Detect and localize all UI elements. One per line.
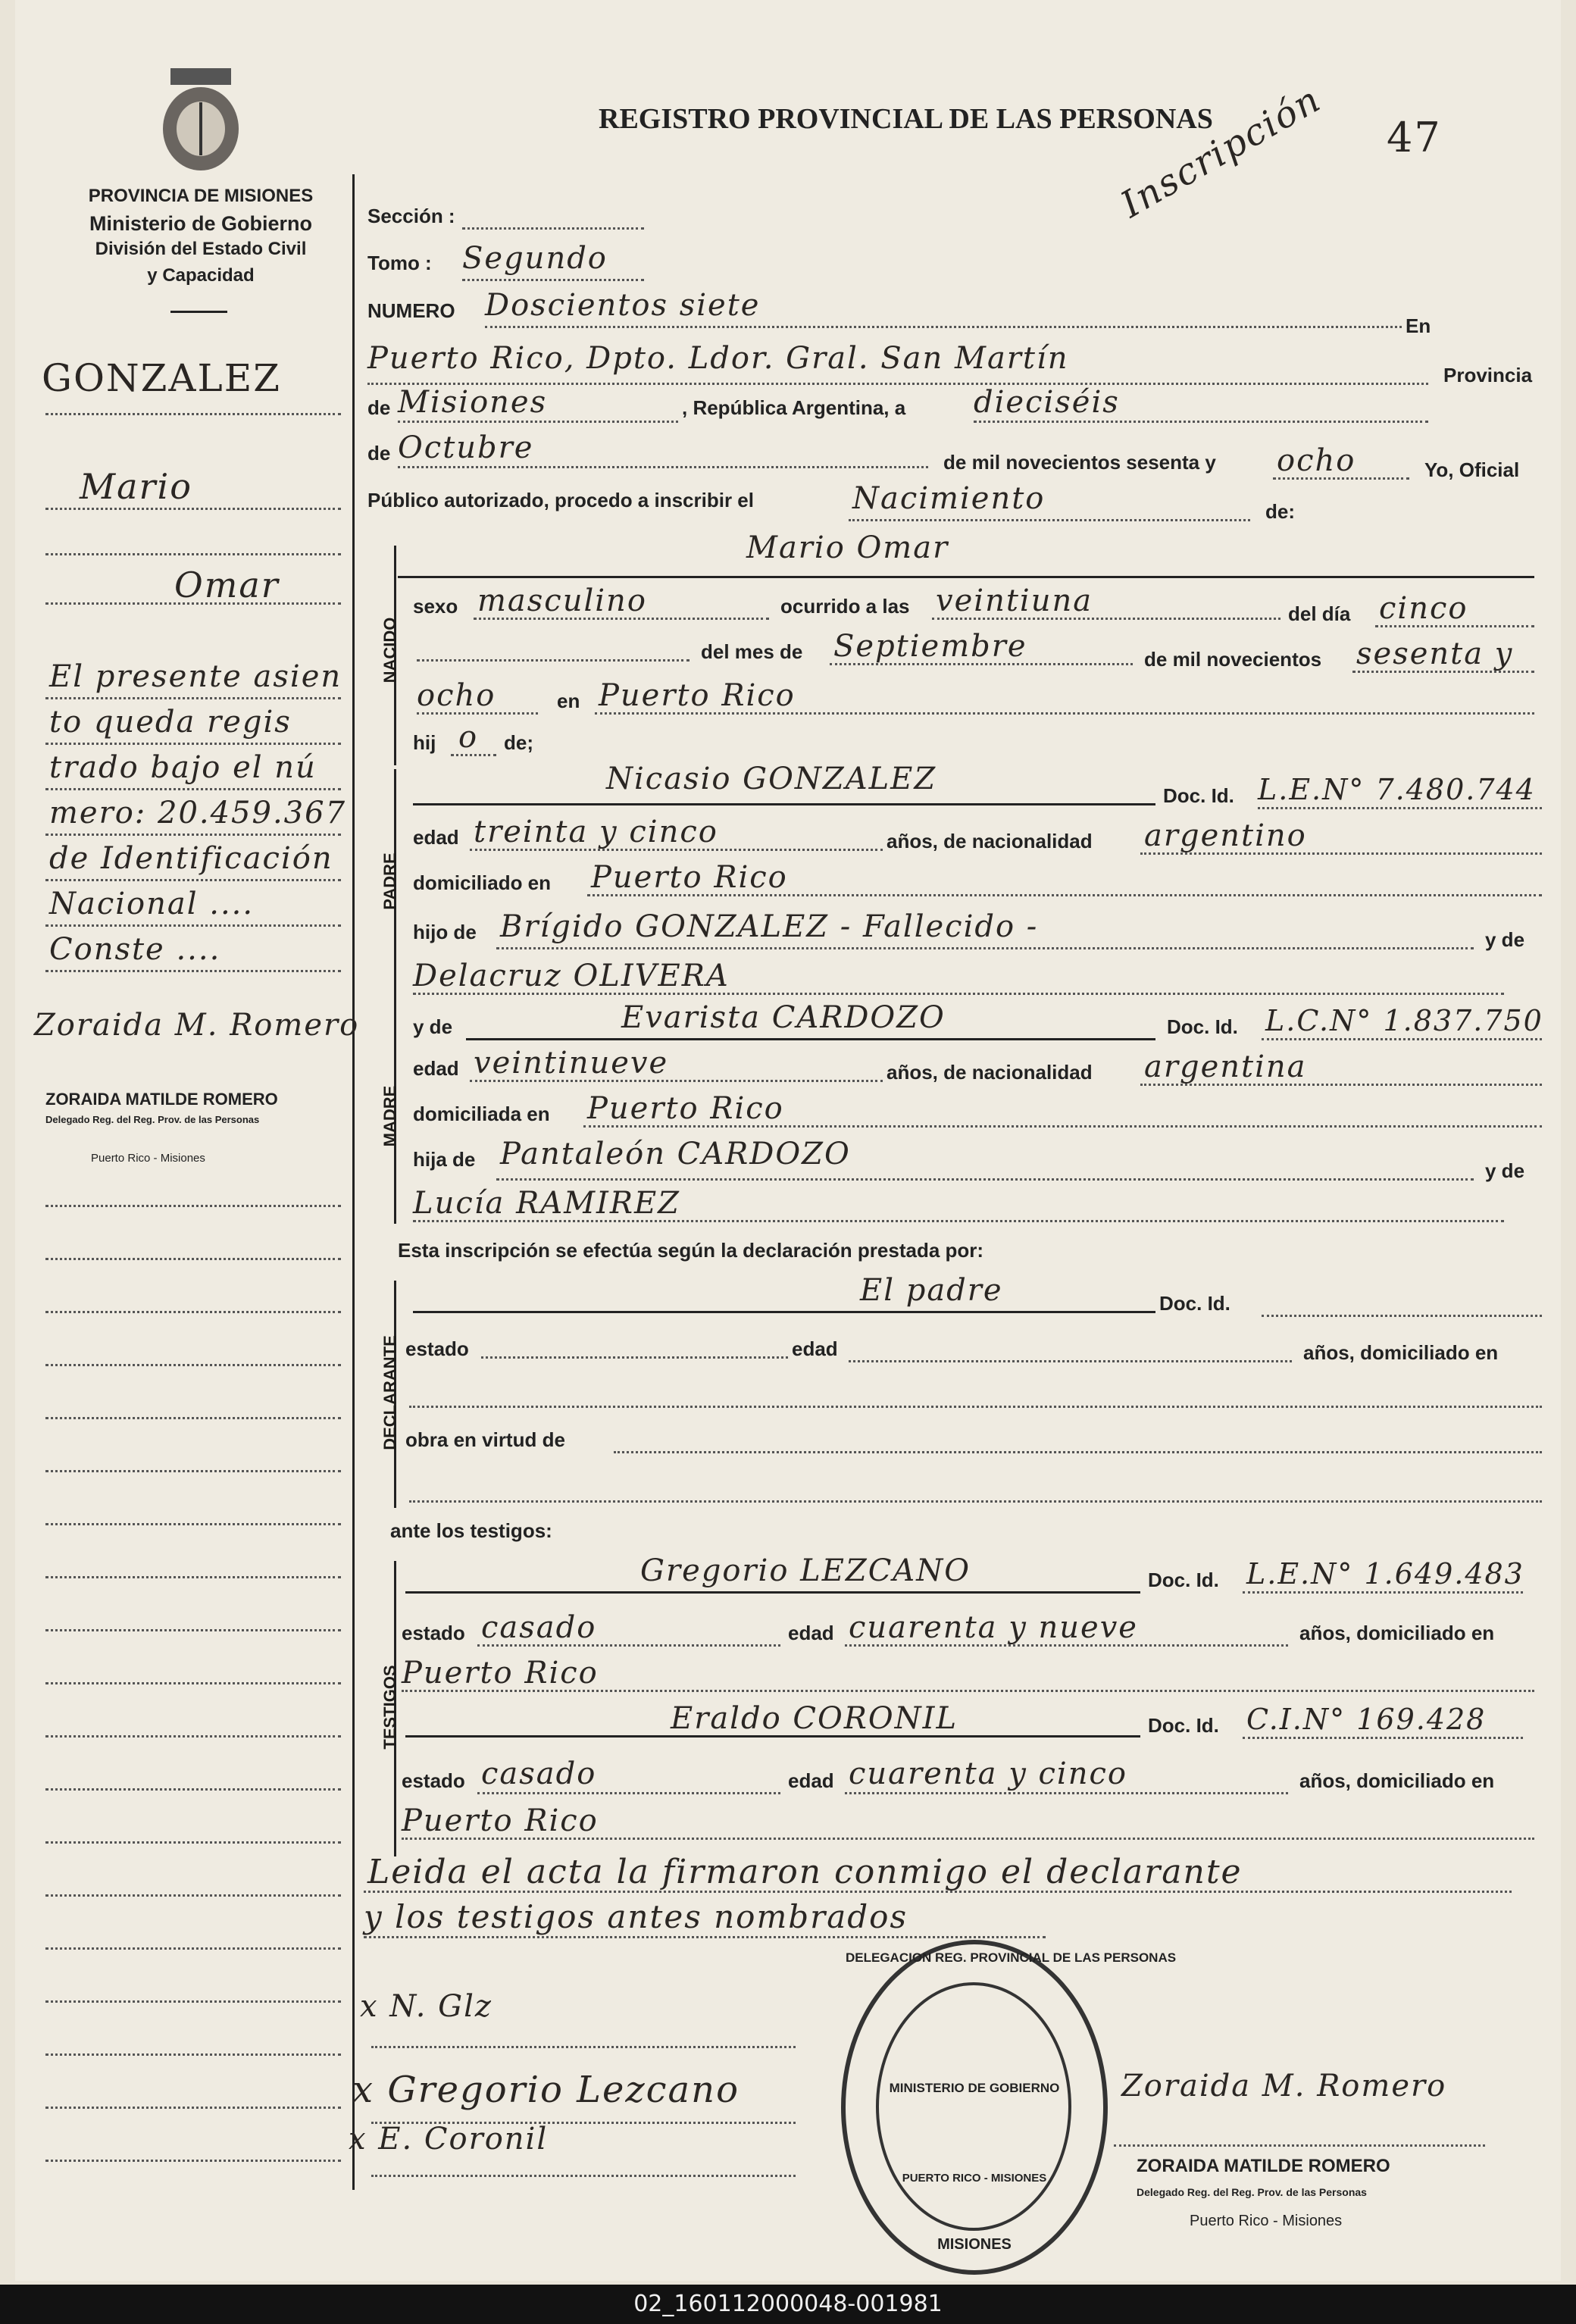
margin-official-name: ZORAIDA MATILDE ROMERO [45, 1090, 278, 1109]
page-title: REGISTRO PROVINCIAL DE LAS PERSONAS [599, 103, 1213, 135]
testigo2-doc-value: C.I.N° 169.428 [1246, 1703, 1487, 1736]
province-label: PROVINCIA DE MISIONES [88, 186, 314, 206]
inscripcion-label: Esta inscripción se efectúa según la declaración prestada por: [398, 1239, 984, 1262]
testigo2-edad-label: edad [788, 1769, 834, 1792]
seccion-label: Sección : [367, 205, 455, 227]
cierre-line1: Leida el acta la firmaron conmigo el declarante [367, 1853, 1243, 1891]
numero-value: Doscientos siete [485, 288, 761, 323]
mil-novecientos-label: de mil novecientos sesenta y [943, 451, 1216, 474]
padre-madre-value: Delacruz OLIVERA [413, 959, 730, 993]
acto-value: Nacimiento [852, 481, 1046, 516]
division-label: División del Estado Civil [95, 239, 307, 259]
madre-edad-label: edad [413, 1057, 459, 1080]
republica-label: , República Argentina, a [682, 396, 906, 419]
madre-doc-value: L.C.N° 1.837.750 [1265, 1004, 1543, 1037]
testigos-label: ante los testigos: [390, 1519, 552, 1542]
madre-padre-value: Pantaleón CARDOZO [500, 1137, 851, 1171]
yo-oficial-label: Yo, Oficial [1424, 458, 1520, 481]
en-label: En [1406, 314, 1431, 337]
madre-edad-value: veintinueve [474, 1046, 669, 1081]
section-declarante: DECLARANTE [380, 1335, 399, 1450]
padre-y-de-label: y de [1485, 928, 1525, 951]
firma-testigo2: x E. Coronil [349, 2122, 549, 2157]
margin-official-title: Delegado Reg. del Reg. Prov. de las Personas [45, 1114, 260, 1125]
oficial-nombre: ZORAIDA MATILDE ROMERO [1137, 2156, 1390, 2176]
madre-nac-label: años, de nacionalidad [886, 1061, 1093, 1084]
padre-doc-value: L.E.N° 7.480.744 [1258, 773, 1536, 806]
lugar-nac-value: Puerto Rico [599, 678, 796, 713]
firma-declarante: x N. Glz [360, 1989, 492, 2024]
margin-official-place: Puerto Rico - Misiones [91, 1152, 205, 1165]
lugar-value: Puerto Rico, Dpto. Ldor. Gral. San Martín [367, 341, 1069, 376]
declarante-dom-label: años, domiciliado en [1303, 1341, 1499, 1364]
capacity-label: y Capacidad [147, 265, 255, 286]
mil-novecientos2-label: de mil novecientos [1144, 648, 1322, 671]
official-seal [841, 1940, 1177, 2275]
testigo2-estado-value: casado [481, 1756, 597, 1791]
de-semi-label: de; [504, 731, 533, 754]
provincia-value: Misiones [398, 385, 548, 420]
seal-place-text: PUERTO RICO - MISIONES [902, 2172, 1047, 2185]
testigo2-dom-label: años, domiciliado en [1299, 1769, 1495, 1792]
testigo2-value: Eraldo CORONIL [671, 1701, 958, 1736]
header-divider [170, 311, 227, 313]
margin-note-line: de Identificación [49, 841, 333, 876]
publico-label: Público autorizado, procedo a inscribir el [367, 489, 754, 511]
ano-acta-value: ocho [1277, 443, 1356, 478]
oficial-lugar: Puerto Rico - Misiones [1190, 2213, 1343, 2229]
margin-note-line: trado bajo el nú [49, 750, 317, 785]
margin-note-line: to queda regis [49, 705, 292, 740]
margin-note-line: Conste .... [49, 932, 221, 967]
testigo1-edad-label: edad [788, 1622, 834, 1644]
dia-acta-value: dieciséis [974, 385, 1120, 420]
margin-signature: Zoraida M. Romero [34, 1008, 360, 1043]
mes-acta-value: Octubre [398, 430, 534, 465]
numero-label: NUMERO [367, 299, 455, 322]
page-number: 47 [1387, 114, 1442, 161]
mes-value: Septiembre [833, 629, 1027, 664]
hij-label: hij [413, 731, 436, 754]
de2-label: de [367, 442, 391, 464]
de-label: de [367, 396, 391, 419]
declarante-value: El padre [860, 1273, 1003, 1308]
madre-nombre-value: Evarista CARDOZO [621, 1000, 946, 1035]
hijo-value: o [458, 720, 479, 755]
hora-value: veintiuna [936, 583, 1093, 618]
cancel-mark: Inscripción [1114, 77, 1329, 227]
margin-surname: GONZALEZ [42, 356, 281, 400]
provincia-label: Provincia [1443, 364, 1533, 386]
madre-dom-value: Puerto Rico [587, 1091, 784, 1126]
ministry-label: Ministerio de Gobierno [89, 212, 313, 235]
seal-outer-text: DELEGACION REG. PROVINCIAL DE LAS PERSONAS [846, 1950, 1177, 1965]
image-id-footer: 02_160112000048-001981 [0, 2285, 1576, 2324]
padre-hijo-label: hijo de [413, 921, 477, 943]
en-lugar-label: en [557, 690, 580, 712]
margin-name2: Omar [174, 565, 280, 605]
testigo1-doc-label: Doc. Id. [1148, 1569, 1219, 1591]
margin-note-line: mero: 20.459.367 [49, 796, 347, 830]
testigo2-dom-value: Puerto Rico [402, 1803, 599, 1838]
padre-padre-value: Brígido GONZALEZ - Fallecido - [500, 909, 1039, 944]
tomo-label: Tomo : [367, 252, 432, 274]
margin-note-line: El presente asien [49, 659, 342, 694]
ocurrido-label: ocurrido a las [780, 595, 910, 618]
padre-nac-label: años, de nacionalidad [886, 830, 1093, 852]
testigo1-estado-label: estado [402, 1622, 465, 1644]
sexo-label: sexo [413, 595, 458, 618]
testigo1-doc-value: L.E.N° 1.649.483 [1246, 1557, 1524, 1591]
del-mes-label: del mes de [701, 640, 803, 663]
firma-oficial: Zoraida M. Romero [1121, 2069, 1447, 2103]
sexo-value: masculino [477, 583, 647, 618]
padre-edad-label: edad [413, 826, 459, 849]
madre-doc-label: Doc. Id. [1167, 1015, 1238, 1038]
margin-name1: Mario [80, 466, 192, 507]
madre-y-de2-label: y de [1485, 1159, 1525, 1182]
padre-edad-value: treinta y cinco [474, 815, 718, 849]
declarante-edad-label: edad [792, 1337, 838, 1360]
testigo1-dom-value: Puerto Rico [402, 1656, 599, 1691]
margin-rule [352, 174, 355, 2190]
tomo-value: Segundo [462, 241, 608, 276]
padre-doc-label: Doc. Id. [1163, 784, 1234, 807]
declarante-doc-label: Doc. Id. [1159, 1292, 1230, 1315]
padre-dom-label: domiciliado en [413, 871, 552, 894]
registry-page [15, 0, 1561, 2281]
cierre-line2: y los testigos antes nombrados [364, 1898, 908, 1935]
dia-value: cinco [1379, 591, 1468, 626]
firma-testigo1: x Gregorio Lezcano [352, 2069, 740, 2111]
obra-label: obra en virtud de [405, 1428, 565, 1451]
padre-nombre-value: Nicasio GONZALEZ [606, 762, 937, 796]
coat-of-arms-icon [155, 64, 246, 170]
section-nacido: NACIDO [380, 617, 399, 683]
section-madre: MADRE [380, 1085, 399, 1147]
madre-hija-label: hija de [413, 1148, 476, 1171]
de-colon-label: de: [1265, 500, 1295, 523]
testigo2-doc-label: Doc. Id. [1148, 1714, 1219, 1737]
ano2-value: ocho [417, 678, 496, 713]
seal-bottom-text: MISIONES [937, 2236, 1012, 2253]
testigo1-dom-label: años, domiciliado en [1299, 1622, 1495, 1644]
testigo1-edad-value: cuarenta y nueve [849, 1610, 1138, 1645]
testigo2-estado-label: estado [402, 1769, 465, 1792]
oficial-cargo: Delegado Reg. del Reg. Prov. de las Personas [1137, 2186, 1367, 2198]
official-seal-inner [876, 1982, 1071, 2231]
section-testigos: TESTIGOS [380, 1665, 399, 1750]
testigo2-edad-value: cuarenta y cinco [849, 1756, 1127, 1791]
section-padre: PADRE [380, 852, 399, 910]
padre-nac-value: argentino [1144, 818, 1307, 853]
testigo1-estado-value: casado [481, 1610, 597, 1645]
testigo1-value: Gregorio LEZCANO [640, 1553, 971, 1588]
del-dia-label: del día [1288, 602, 1351, 625]
margin-note-line: Nacional .... [49, 887, 255, 921]
madre-y-de-label: y de [413, 1015, 453, 1038]
padre-dom-value: Puerto Rico [591, 860, 788, 895]
madre-madre-value: Lucía RAMIREZ [413, 1186, 680, 1221]
nombre-value: Mario Omar [746, 530, 949, 565]
seal-inner-text: MINISTERIO DE GOBIERNO [889, 2081, 1060, 2095]
ano1-value: sesenta y [1356, 637, 1514, 671]
madre-nac-value: argentina [1144, 1049, 1307, 1084]
madre-dom-label: domiciliada en [413, 1103, 550, 1125]
declarante-estado-label: estado [405, 1337, 469, 1360]
